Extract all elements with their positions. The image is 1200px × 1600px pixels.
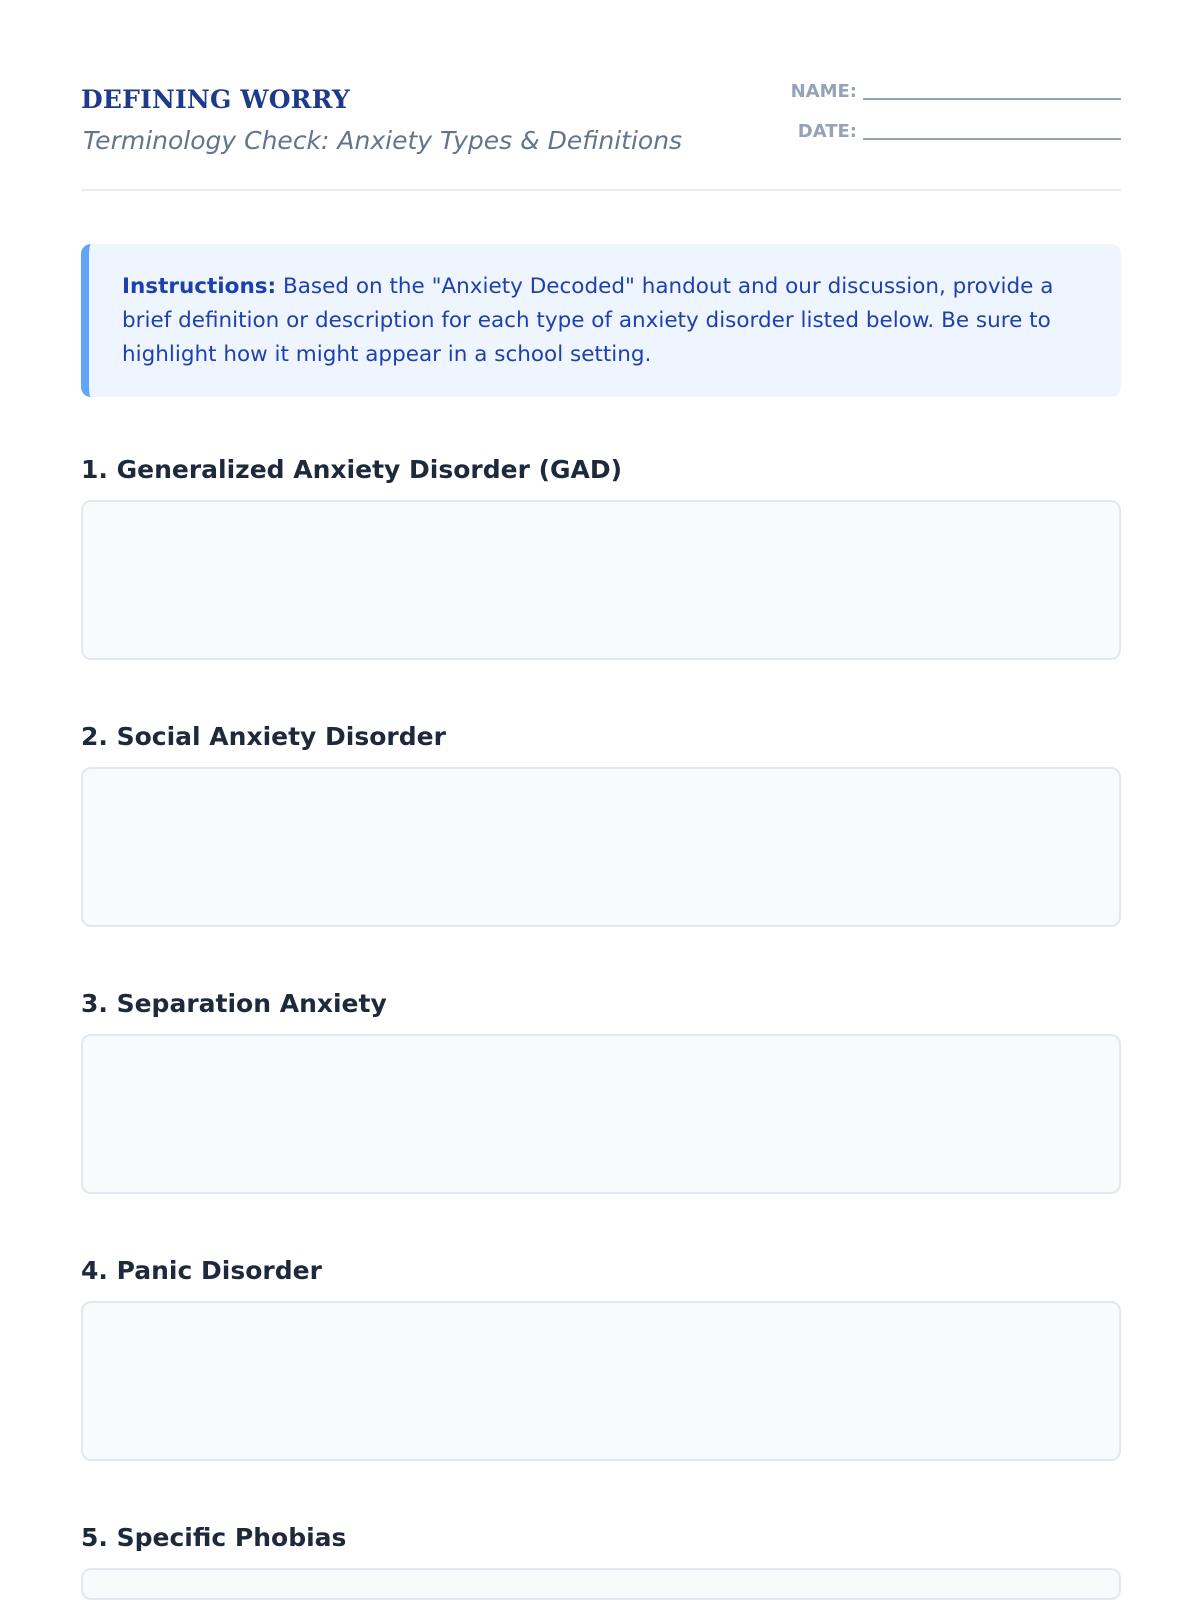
name-field [791,80,1121,104]
question-section-gad [81,452,1121,488]
answer-box[interactable] [81,1568,1121,1600]
answer-box[interactable] [81,1301,1121,1461]
date-field [798,120,1121,144]
worksheet-page [81,0,1121,1552]
worksheet-header [81,0,1121,191]
question-title: 4. Panic Disorder [81,1256,322,1285]
date-blank-line[interactable] [863,138,1121,140]
question-section-specific-phobias [81,1520,1121,1556]
page-subtitle: Terminology Check: Anxiety Types & Definitions [83,126,683,155]
instructions-box [81,244,1121,397]
question-title: 2. Social Anxiety Disorder [81,722,446,751]
question-section-separation-anxiety [81,986,1121,1022]
instructions-text: Based on the "Anxiety Decoded" handout and our discussion, provide a brief definition or description for each type of anxiety disorder listed below. Be sure to highlight how it might appear in a school setting. [122,274,1054,367]
answer-box[interactable] [81,500,1121,660]
question-title: 1. Generalized Anxiety Disorder (GAD) [81,455,623,484]
answer-box[interactable] [81,1034,1121,1194]
date-label: DATE: [797,121,857,142]
question-section-social-anxiety [81,719,1121,755]
question-title: 3. Separation Anxiety [81,989,387,1018]
question-section-panic-disorder [81,1253,1121,1289]
name-blank-line[interactable] [863,98,1121,100]
instructions-label: Instructions: [122,274,277,299]
name-label: NAME: [790,81,857,102]
page-title: DEFINING WORRY [81,85,350,114]
answer-box[interactable] [81,767,1121,927]
question-title: 5. Specific Phobias [81,1523,347,1552]
